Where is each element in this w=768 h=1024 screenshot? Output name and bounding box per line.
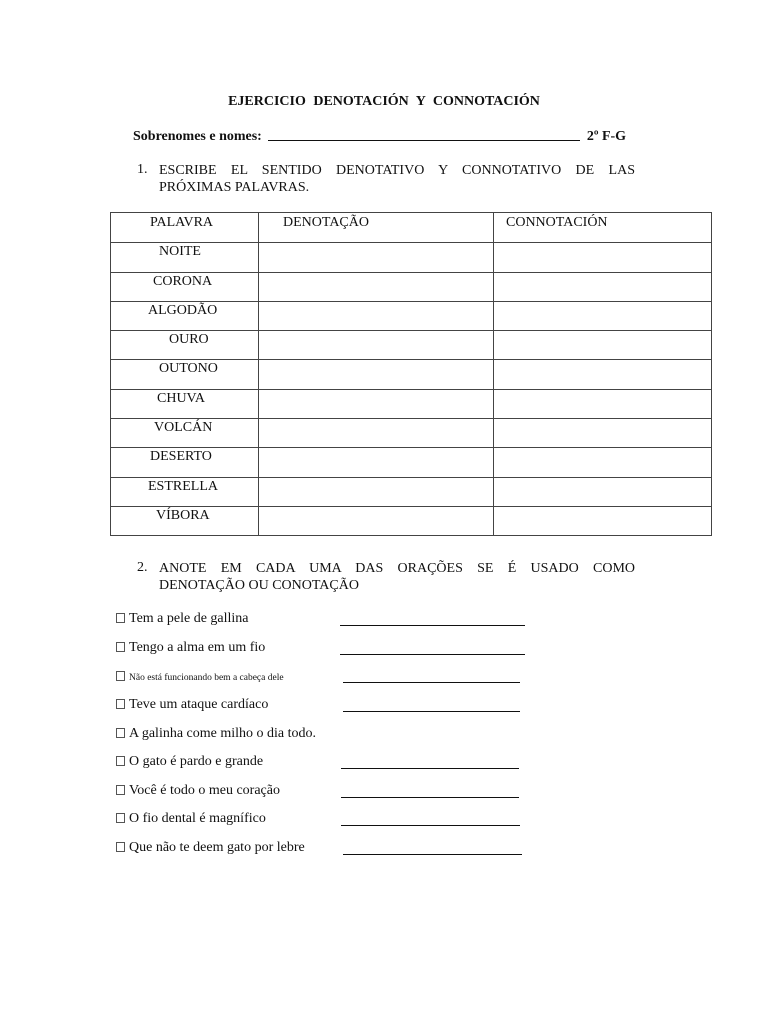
column-header-denotacao: DENOTAÇÃO	[259, 213, 494, 243]
checkbox-icon	[116, 613, 125, 623]
denotation-cell[interactable]	[259, 301, 494, 330]
word-cell: ALGODÃO	[111, 301, 259, 330]
connotation-cell[interactable]	[494, 243, 712, 272]
column-header-connotacion: CONNOTACIÓN	[494, 213, 712, 243]
checkbox-icon	[116, 813, 125, 823]
table-row	[111, 419, 712, 448]
checkbox-icon	[116, 671, 125, 681]
name-label: Sobrenomes e nomes:	[133, 129, 262, 144]
word-cell: OURO	[111, 331, 259, 360]
sentence-text: Não está funcionando bem a cabeça dele	[129, 673, 284, 683]
question-1-number: 1.	[137, 162, 148, 177]
denotation-cell[interactable]	[259, 448, 494, 477]
word-cell: OUTONO	[111, 360, 259, 389]
column-header-palavra: PALAVRA	[111, 213, 259, 243]
table-row	[111, 448, 712, 477]
connotation-cell[interactable]	[494, 301, 712, 330]
question-2-number: 2.	[137, 560, 148, 575]
denotation-cell[interactable]	[259, 477, 494, 506]
table-row	[111, 272, 712, 301]
list-item	[116, 840, 305, 856]
denotation-cell[interactable]	[259, 272, 494, 301]
list-item	[116, 783, 280, 799]
sentence-text: O fio dental é magnífico	[129, 811, 266, 826]
sentence-text: Tengo a alma em um fio	[129, 640, 266, 655]
list-item	[116, 611, 249, 627]
word-cell: NOITE	[111, 243, 259, 272]
connotation-cell[interactable]	[494, 272, 712, 301]
list-item	[116, 697, 268, 713]
checkbox-icon	[116, 756, 125, 766]
sentence-text: A galinha come milho o dia todo.	[129, 726, 317, 741]
checkbox-icon	[116, 842, 125, 852]
word-cell: ESTRELLA	[111, 477, 259, 506]
denotation-cell[interactable]	[259, 360, 494, 389]
connotation-cell[interactable]	[494, 360, 712, 389]
connotation-cell[interactable]	[494, 448, 712, 477]
word-cell: CORONA	[111, 272, 259, 301]
table-row	[111, 506, 712, 535]
list-item	[116, 669, 284, 685]
checkbox-icon	[116, 728, 125, 738]
sentence-text: Tem a pele de gallina	[129, 611, 249, 626]
name-line	[133, 128, 626, 145]
connotation-cell[interactable]	[494, 389, 712, 418]
table-row	[111, 360, 712, 389]
checkbox-icon	[116, 785, 125, 795]
sentence-text: O gato é pardo e grande	[129, 754, 264, 769]
page-title: EJERCICIO DENOTACIÓN Y CONNOTACIÓN	[228, 94, 540, 109]
list-item	[116, 640, 265, 656]
denotation-cell[interactable]	[259, 243, 494, 272]
word-cell: VOLCÁN	[111, 419, 259, 448]
question-1-text-line1: ESCRIBE EL SENTIDO DENOTATIVO Y CONNOTATIVO DE LAS	[159, 163, 635, 178]
answer-line[interactable]	[343, 711, 520, 712]
word-cell: DESERTO	[111, 448, 259, 477]
connotation-cell[interactable]	[494, 331, 712, 360]
sentence-text: Você é todo o meu coração	[129, 783, 280, 798]
connotation-cell[interactable]	[494, 477, 712, 506]
question-2-text-line2: DENOTAÇÃO OU CONOTAÇÃO	[159, 578, 359, 593]
connotation-cell[interactable]	[494, 419, 712, 448]
list-item	[116, 811, 266, 827]
checkbox-icon	[116, 642, 125, 652]
denotation-cell[interactable]	[259, 419, 494, 448]
list-item	[116, 726, 316, 742]
denotation-cell[interactable]	[259, 331, 494, 360]
answer-line[interactable]	[343, 682, 520, 683]
word-cell: CHUVA	[111, 389, 259, 418]
answer-line[interactable]	[341, 768, 519, 769]
table-row	[111, 389, 712, 418]
denotation-cell[interactable]	[259, 389, 494, 418]
class-label: 2º F-G	[586, 129, 627, 144]
answer-line[interactable]	[341, 797, 519, 798]
name-blank[interactable]	[268, 128, 580, 141]
sentence-text: Teve um ataque cardíaco	[129, 697, 269, 712]
question-2-text-line1: ANOTE EM CADA UMA DAS ORAÇÕES SE É USADO COMO	[159, 561, 635, 576]
answer-line[interactable]	[343, 854, 522, 855]
table-row	[111, 331, 712, 360]
answer-line[interactable]	[340, 625, 525, 626]
denotation-cell[interactable]	[259, 506, 494, 535]
answer-line[interactable]	[341, 825, 520, 826]
table-row	[111, 301, 712, 330]
table-row	[111, 477, 712, 506]
sentence-text: Que não te deem gato por lebre	[129, 840, 305, 855]
vocabulary-table	[110, 212, 712, 536]
table-row	[111, 243, 712, 272]
table-header-row	[111, 213, 712, 243]
word-cell: VÍBORA	[111, 506, 259, 535]
list-item	[116, 754, 263, 770]
answer-line[interactable]	[340, 654, 525, 655]
question-1-text-line2: PRÓXIMAS PALAVRAS.	[159, 180, 310, 195]
connotation-cell[interactable]	[494, 506, 712, 535]
checkbox-icon	[116, 699, 125, 709]
